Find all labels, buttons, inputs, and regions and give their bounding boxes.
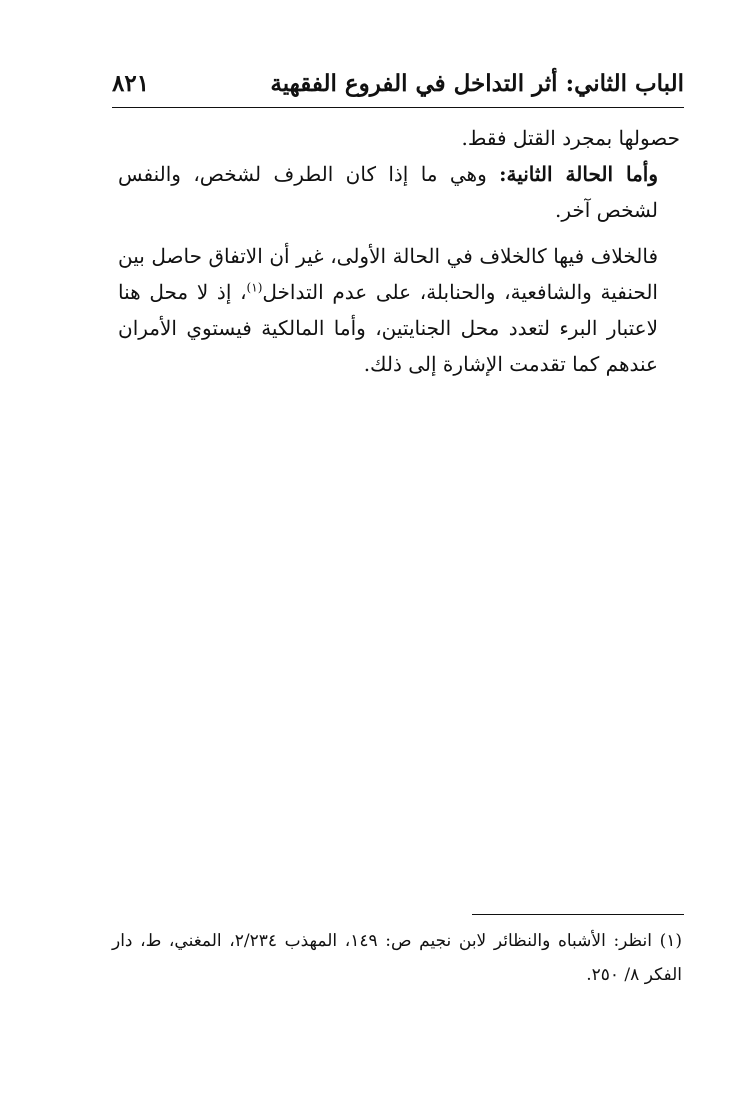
paragraph-3-text-b: ، إذ لا محل هنا لاعتبار البرء لتعدد محل الجنايتين، وأما المالكية فيستوي الأمران عندهم كما تقدمت الإشارة إلى ذلك. (118, 280, 658, 376)
header-divider (112, 107, 684, 108)
footnote-1: (١) انظر: الأشباه والنظائر لابن نجيم ص: ١٤٩، المهذب ٢/٢٣٤، المغني، ط، دار الفكر ٨/ ٢٥٠. (112, 931, 682, 985)
paragraph-1: حصولها بمجرد القتل فقط. (461, 126, 680, 150)
page-number: ٨٢١ (112, 70, 150, 97)
paragraph-3-text-a: فالخلاف فيها كالخلاف في الحالة الأولى، غير أن الاتفاق حاصل بين الحنفية والشافعية، والحنابلة، على عدم التداخل (118, 244, 658, 304)
chapter-title: الباب الثاني: أثر التداخل في الفروع الفقهية (270, 70, 684, 97)
running-header (112, 66, 684, 104)
paragraph-3 (118, 238, 680, 382)
footnotes (112, 924, 682, 992)
case-heading: وأما الحالة الثانية: (499, 162, 658, 186)
footnote-divider (472, 914, 684, 915)
paragraph-2 (118, 156, 680, 228)
footnote-reference[interactable]: (١) (246, 280, 263, 295)
main-text (118, 120, 680, 382)
paragraph-2-text: وهي ما إذا كان الطرف لشخص، والنفس لشخص آخر. (118, 162, 658, 222)
